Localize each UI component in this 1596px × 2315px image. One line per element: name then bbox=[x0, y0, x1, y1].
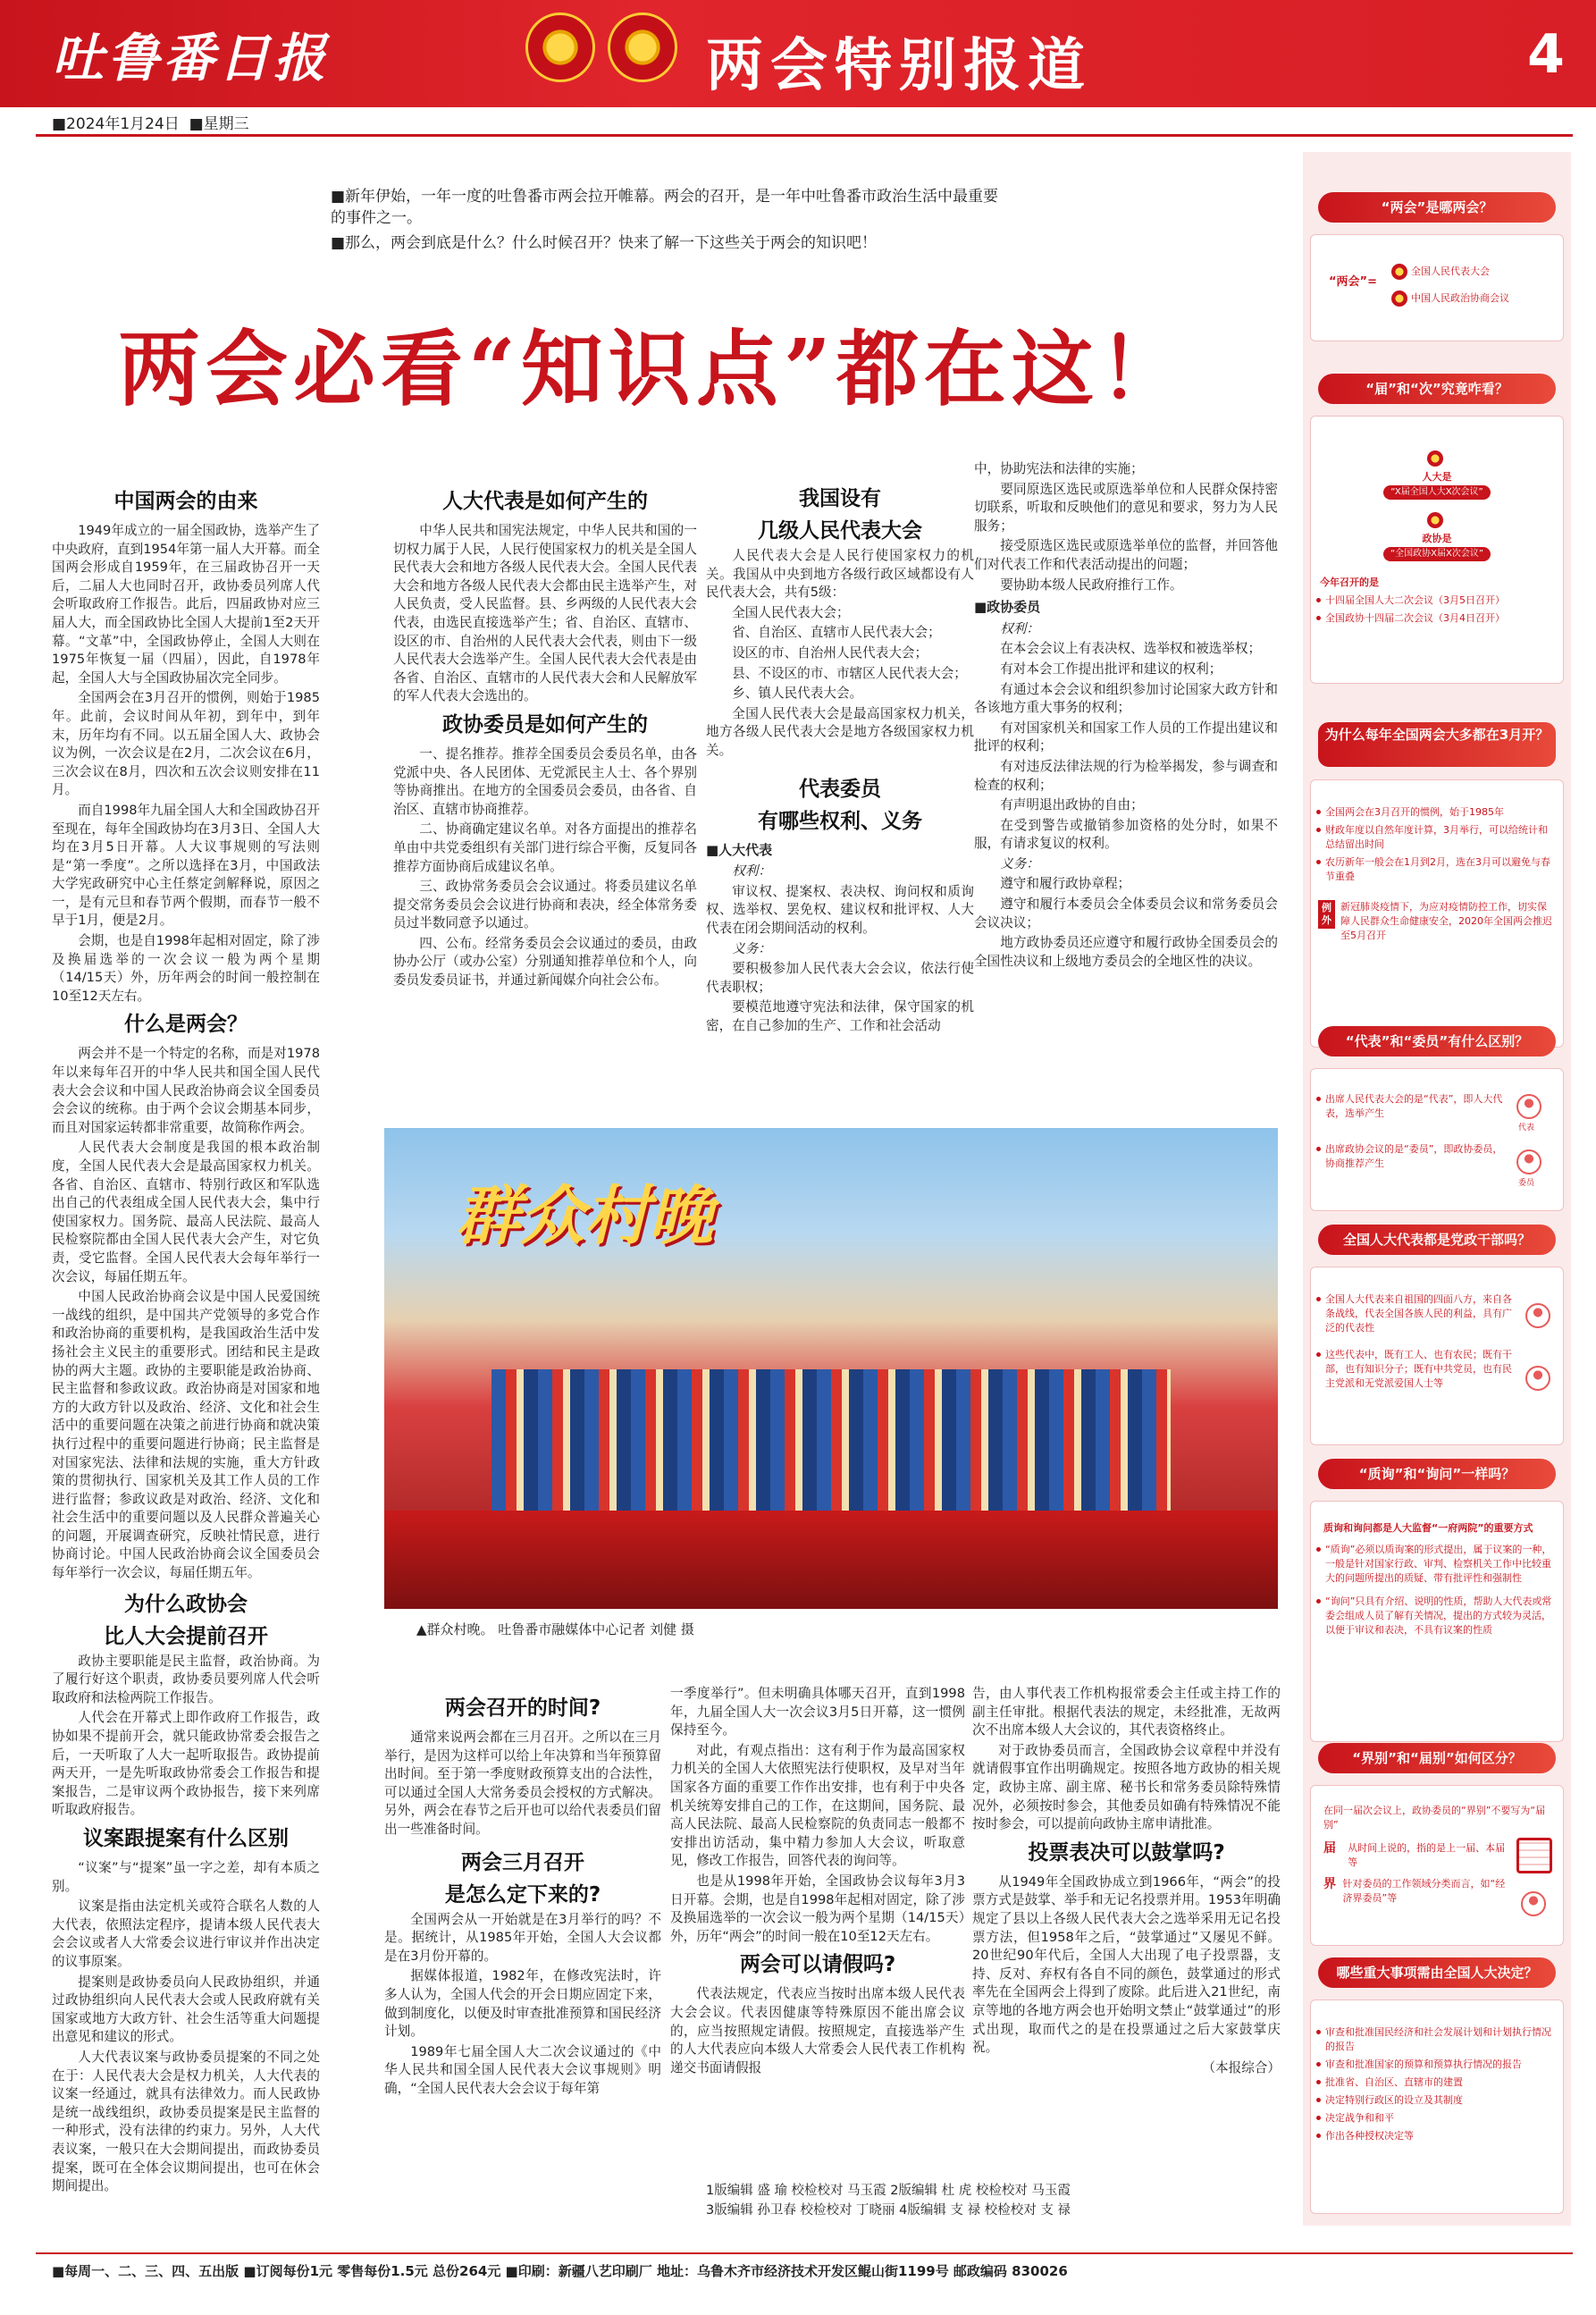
paragraph: 在受到警告或撤销参加资格的处分时，如果不服，有请求复议的权利。 bbox=[974, 817, 1278, 852]
paragraph: 1989年七届全国人大二次会议通过的《中华人民共和国全国人民代表大会议事规则》明确，“全国人民代表大会会议于每年第 bbox=[384, 2043, 661, 2096]
paragraph: 遵守和履行政协章程； bbox=[1000, 876, 1131, 892]
sidebar-title: “代表”和“委员”有什么区别？ bbox=[1318, 1026, 1556, 1056]
photo-banner-text: 群众村晚 bbox=[456, 1177, 714, 1253]
paragraph: 乡、镇人民代表大会。 bbox=[732, 686, 863, 702]
paragraph: 要模范地遵守宪法和法律，保守国家的机密，在自己参加的生产、工作和社会活动 bbox=[706, 999, 974, 1033]
inquiry-item: “质询”必须以质询案的形式提出，属于议案的一种，一般是针对国家行政、审判、检察机关工作中比较重大的问题所提出的质疑、带有批评性和强制性 bbox=[1325, 1543, 1556, 1586]
article-column-3 bbox=[706, 483, 974, 1037]
session-item bbox=[1391, 290, 1509, 307]
decision-item: 作出各种授权决定等 bbox=[1325, 2129, 1556, 2143]
cppcc-label-text: 政协是 bbox=[1422, 533, 1452, 544]
paragraph: 也是从1998年开始，全国政协会议每年3月3日开幕。会期，也是自1998年起相对固定，除了涉及换届选举的一次会议一般为两个星期（14/15天）外，历年“两会”的时间一般在10至12天左右。 bbox=[670, 1873, 965, 1944]
paragraph: 县、不设区的市、市辖区人民代表大会； bbox=[732, 665, 967, 681]
sidebar-box bbox=[1310, 779, 1564, 1048]
paragraph: 全国两会从一开始就是在3月举行的吗？不是。据统计，从1985年开始，全国人大会议都是在3月份开幕的。 bbox=[384, 1911, 661, 1964]
sidebar-title: “两会”是哪两会？ bbox=[1318, 192, 1556, 223]
paragraph: 人民代表大会是人民行使国家权力的机关。我国从中央到地方各级行政区域都设有人民代表大会，共有5级： bbox=[706, 548, 974, 601]
paragraph: 有对国家机关和国家工作人员的工作提出建议和批评的权利； bbox=[974, 720, 1278, 754]
label: 义务： bbox=[732, 940, 771, 956]
article-column-4 bbox=[974, 460, 1278, 972]
paragraph: 三、政协常务委员会会议通过。将委员建议名单提交常务委员会会议进行协商和表决，经全体常务委员过半数同意予以通过。 bbox=[393, 879, 697, 931]
section-title: 两会特别报道 bbox=[706, 33, 1092, 99]
inquiry-item: “询问”只具有介绍、说明的性质，帮助人大代表或常委会组成人员了解有关情况，提出的方式较为灵活，以便于审议和表决，不具有议案的性质 bbox=[1325, 1595, 1556, 1637]
delegate-tag: 代表 bbox=[1518, 1124, 1535, 1132]
paragraph: 对于政协委员而言，全国政协会议章程中并没有就请假事宜作出明确规定。按照各地方政协的相关规定，政协主席、副主席、秘书长和常务委员除特殊情况外，必须按时参会，其他委员如确有特殊情况不能按时参会，可以提前向政协主席申请批准。 bbox=[972, 1742, 1281, 1832]
paragraph: 中国人民政治协商会议是中国人民爱国统一战线的组织，是中国共产党领导的多党合作和政治协商的重要机构，是我国政治生活中发扬社会主义民主的重要形式。团结和民主是政协的两大主题。政协的主要职能是政治协商、民主监督和参政议政。政治协商是对国家和地方的大政方针以及政治、经济、文化和社会生活中的重要问题在决策之前进行协商和就决策执行过程中的重要问题进行协商；民主监督是对国家宪法、法律和法规的实施，重大方针政策的贯彻执行、国家机关及其工作人员的工作进行监督；参政议政是对政治、经济、文化和社会生活中的重要问题以及人民群众普遍关心的问题，开展调查研究，反映社情民意，进行协商讨论。中国人民政治协商会议全国委员会每年举行一次会议，每届任期五年。 bbox=[52, 1289, 320, 1581]
sidebar-box bbox=[1310, 1501, 1564, 1742]
section-heading: 两会三月召开 bbox=[461, 1850, 584, 1874]
npc-format-pill: “X届全国人大X次会议” bbox=[1383, 485, 1490, 500]
sidebar-box bbox=[1310, 234, 1564, 341]
paragraph: 而自1998年九届全国人大和全国政协召开至现在，每年全国政协均在3月3日、全国人大均在3月5日开幕。人大议事规则的写法则是“第一季度”。之所以选择在3月，中国政法大学宪政研究中心主任蔡定剑解释说，原因之一，是有元旦和春节两个假期，而春节一般不早于1月，便是2月。 bbox=[52, 802, 320, 929]
emblem-icon bbox=[1391, 264, 1407, 280]
paragraph: 有声明退出政协的自由； bbox=[1000, 797, 1144, 813]
paragraph: 有对违反法律法规的行为检举揭发，参与调查和检查的权利； bbox=[974, 758, 1278, 793]
photo-caption: ▲群众村晚。 吐鲁番市融媒体中心记者 刘健 摄 bbox=[416, 1621, 694, 1637]
publication-footer: ■每周一、二、三、四、五出版 ■订阅每份1元 零售每份1.5元 总份264元 ■印刷：新疆八艺印刷厂 地址：乌鲁木齐市经济技术开发区鲲山街1199号 邮政编码 830026 bbox=[52, 2263, 1068, 2279]
fact-item: 这些代表中，既有工人、也有农民；既有干部，也有知识分子；既有中共党员，也有民主党派和无党派爱国人士等 bbox=[1325, 1348, 1518, 1391]
emblem-icon bbox=[1427, 450, 1443, 467]
header-rule bbox=[36, 134, 1573, 137]
section-heading: 有哪些权利、义务 bbox=[758, 809, 922, 833]
subheading: ■人大代表 bbox=[706, 841, 773, 858]
session-date: 十四届全国人大二次会议（3月5日召开） bbox=[1325, 593, 1556, 608]
paragraph: 人代会在开幕式上即作政府工作报告，政协如果不提前开会，就只能政协常委会报告之后，一天听取了人大一起听取报告。政协提前两天开，一是先听取政协常委会工作报告和提案报告，二是审议两个政协报告，接下来列席听取政府报告。 bbox=[52, 1710, 320, 1818]
section-heading: 几级人民代表大会 bbox=[758, 519, 922, 543]
section-heading: 什么是两会？ bbox=[124, 1013, 248, 1037]
issue-weekday: ■星期三 bbox=[189, 115, 249, 133]
paragraph: 人大代表议案与政协委员提案的不同之处在于：人民代表大会是权力机关，人大代表的议案一经通过，就具有法律效力。而人民政协是统一战线组织，政协委员提案是民主监督的一种形式，没有法律的约束力。另外，人大代表议案，一般只在大会期间提出，而政协委员提案，既可在全体会议期间提出，也可在休会期间提出。 bbox=[52, 2049, 320, 2194]
paragraph: 1949年成立的一届全国政协，选举产生了中央政府，直到1954年第一届人大开幕。而全国两会形成自1959年，在三届政协召开一天后，二届人大也同时召开，政协委员列席人代会听取政府工作报告。此后，四届政协对应三届人大，而全国政协比全国人大提前1至2天开幕。“文革”中，全国政协停止，全国人大则在1975年恢复一届（四届），因此，自1978年起，全国人大与全国政协届次完全同步。 bbox=[52, 523, 320, 686]
sidebar-title: 全国人大代表都是党政干部吗？ bbox=[1318, 1225, 1556, 1255]
session-name: 中国人民政治协商会议 bbox=[1411, 292, 1509, 304]
section-heading: 是怎么定下来的? bbox=[444, 1882, 601, 1907]
article-column-5 bbox=[384, 1689, 661, 2100]
decision-item: 批准省、自治区、直辖市的建置 bbox=[1325, 2075, 1556, 2090]
section-heading: 议案跟提案有什么区别 bbox=[83, 1827, 289, 1850]
term-definition: 从时间上说的，指的是上一届、本届等 bbox=[1348, 1842, 1506, 1868]
paragraph: 两会并不是一个特定的名称，而是对1978年以来每年召开的中华人民共和国全国人民代表大会会议和中国人民政治协商会议全国委员会会议的统称。由于两个会议会期基本同步，而且对国家运转都非常重要，故简称作两会。 bbox=[52, 1046, 320, 1135]
credit-line: 1版编辑 盛 瑜 校检校对 马玉霞 2版编辑 杜 虎 校检校对 马玉霞 bbox=[706, 2184, 1071, 2198]
sidebar-title: 哪些重大事项需由全国人大决定？ bbox=[1318, 1957, 1556, 1988]
subheading: ■政协委员 bbox=[974, 599, 1041, 616]
npc-label bbox=[1311, 450, 1563, 467]
reason-item: 财政年度以自然年度计算，3月举行，可以给统计和总结留出时间 bbox=[1325, 823, 1556, 852]
delegate-person-icon bbox=[1516, 1094, 1541, 1119]
sidebar-title: “界别”和“届别”如何区分？ bbox=[1318, 1743, 1556, 1773]
label: 权利： bbox=[732, 863, 771, 880]
sidebar-box bbox=[1310, 416, 1564, 684]
section-heading: 中国两会的由来 bbox=[113, 490, 258, 513]
paragraph: 会期，也是自1998年起相对固定，除了涉及换届选举的一次会议一般为两个星期（14/15天）外，历年两会的时间一般控制在10至12天左右。 bbox=[52, 933, 320, 1004]
decision-item: 决定战争和和平 bbox=[1325, 2111, 1556, 2126]
section-heading: 投票表决可以鼓掌吗? bbox=[1028, 1840, 1225, 1865]
newspaper-logo: 吐鲁番日报 bbox=[52, 28, 330, 88]
section-heading: 两会召开的时间? bbox=[444, 1696, 601, 1720]
this-year-label: 今年召开的是 bbox=[1320, 577, 1379, 588]
intro-line: ■那么，两会到底是什么？什么时候召开？快来了解一下这些关于两会的知识吧！ bbox=[331, 234, 878, 252]
intro-line: ■新年伊始，一年一度的吐鲁番市两会拉开帷幕。两会的召开，是一年中吐鲁番市政治生活中最重要的事件之一。 bbox=[331, 188, 999, 227]
cppcc-emblem-icon bbox=[608, 13, 677, 82]
paragraph: 提案则是政协委员向人民政协组织，并通过政协组织向人民代表大会或人民政府就有关国家或地方大政方针、社会生活等重大问题提出意见和建议的形式。 bbox=[52, 1974, 320, 2045]
national-emblem-icon bbox=[525, 13, 595, 82]
cppcc-label bbox=[1311, 512, 1563, 528]
exception-text: 新冠肺炎疫情下，为应对疫情防控工作，切实保障人民群众生命健康安全，2020年全国两会推迟至5月召开 bbox=[1340, 901, 1552, 941]
group-icon bbox=[1521, 1891, 1546, 1916]
paragraph: 全国两会在3月召开的惯例，则始于1985年。此前，会议时间从年初，到年中，到年末，历年均有不同。以五届全国人大、政协会议为例，一次会议是在2月，二次会议在6月，三次会议在8月，四次和五次会议则安排在11月。 bbox=[52, 690, 320, 798]
paragraph: 议案是指由法定机关或符合联名人数的人大代表，依照法定程序，提请本级人民代表大会会议或者人大常委会议进行审议并作出决定的议事原案。 bbox=[52, 1898, 320, 1969]
page-number: 4 bbox=[1527, 23, 1565, 86]
member-person-icon bbox=[1516, 1149, 1541, 1174]
sidebar-title: “质询”和“询问”一样吗？ bbox=[1318, 1459, 1556, 1489]
intro-lead bbox=[331, 186, 1010, 257]
decision-item: 审查和批准国家的预算和预算执行情况的报告 bbox=[1325, 2058, 1556, 2072]
paragraph: 从1949年全国政协成立到1966年，“两会”的投票方式是鼓掌、举手和无记名投票并用。1953年明确规定了县以上各级人民代表大会之选举采用无记名投票方法，但1958年之后，“鼓掌通过”又屡见不鲜。20世纪90年代后，全国人大出现了电子投票器，支持、反对、弃权有各自不同的颜色，鼓掌通过的形式率先在全国两会上得到了废除。此后进入21世纪，南京等地的各地方两会也开始明文禁止“鼓掌通过”的形式出现，取而代之的是在投票通过之后大家鼓掌庆祝。 bbox=[972, 1873, 1281, 2056]
fact-item: 全国人大代表来自祖国的四面八方，来自各条战线，代表全国各族人民的利益，具有广泛的代表性 bbox=[1325, 1292, 1518, 1335]
photo-stage bbox=[384, 1511, 1278, 1609]
label: 权利： bbox=[1000, 620, 1039, 636]
sidebar-box bbox=[1310, 1999, 1564, 2214]
paragraph: 一、提名推荐。推荐全国委员会委员名单，由各党派中央、各人民团体、无党派民主人士、各个界别等协商推出。在地方的全国委员会委员，由各省、自治区、直辖市协商推荐。 bbox=[393, 745, 697, 817]
paragraph: 中，协助宪法和法律的实施； bbox=[974, 461, 1144, 476]
exception-tag: 例外 bbox=[1318, 900, 1335, 929]
article-column-2 bbox=[393, 483, 697, 992]
npc-label-text: 人大是 bbox=[1422, 471, 1452, 483]
paragraph: 全国人民代表大会； bbox=[732, 604, 850, 620]
term-label: 届 bbox=[1323, 1841, 1336, 1856]
cppcc-format-pill: “全国政协X届X次会议” bbox=[1383, 547, 1491, 561]
reason-item: 农历新年一般会在1月到2月，选在3月可以避免与春节重叠 bbox=[1325, 855, 1556, 884]
session-item bbox=[1391, 264, 1490, 280]
main-headline: 两会必看“知识点”都在这！ bbox=[118, 321, 1187, 417]
paragraph: 地方政协委员还应遵守和履行政协全国委员会的全国性决议和上级地方委员会的全地区性的决议。 bbox=[974, 935, 1278, 969]
paragraph: 通常来说两会都在三月召开。之所以在三月举行，是因为这样可以给上年决算和当年预算留出时间。至于第一季度财政预算支出的合法性，可以通过全国人大常务委员会授权的方式解决。另外，两会在春节之后开也可以给代表委员们留出一些准备时间。 bbox=[384, 1730, 661, 1837]
section-heading: 比人大会提前召开 bbox=[104, 1624, 268, 1648]
sector-definition: 针对委员的工作领域分类而言，如“经济界委员”等 bbox=[1342, 1878, 1506, 1904]
paragraph: 要积极参加人民代表大会会议，依法行使代表职权； bbox=[706, 961, 974, 995]
paragraph: 接受原选区选民或原选举单位的监督，并回答他们对代表工作和代表活动提出的问题； bbox=[974, 538, 1278, 572]
paragraph: 代表法规定，代表应当按时出席本级人民代表大会会议。代表因健康等特殊原因不能出席会议的，应当按照规定请假。按照规定，直接选举产生的人大代表应向本级人大常委会人民代表工作机构递交书面请假报 bbox=[670, 1986, 965, 2075]
session-name: 全国人民代表大会 bbox=[1411, 265, 1490, 277]
paragraph: 省、自治区、直辖市人民代表大会； bbox=[732, 625, 941, 641]
credit-line: 3版编辑 孙卫春 校检校对 丁晓丽 4版编辑 支 禄 校检校对 支 禄 bbox=[706, 2203, 1071, 2218]
sidebar-box bbox=[1310, 1068, 1564, 1211]
article-column-7 bbox=[972, 1685, 1281, 2079]
paragraph: 有通过本会会议和组织参加讨论国家大政方针和各该地方重大事务的权利； bbox=[974, 681, 1278, 716]
editor-credits bbox=[706, 2181, 1278, 2220]
paragraph: 二、协商确定建议名单。对各方面提出的推荐名单由中共党委组织有关部门进行综合平衡，反复同各推荐方面协商后成建议名单。 bbox=[393, 821, 697, 874]
delegate-definition: 出席人民代表大会的是“代表”，即人大代表，选举产生 bbox=[1325, 1092, 1509, 1121]
paragraph: 一季度举行”。但未明确具体哪天召开，直到1998年，九届全国人大一次会议3月5日开幕，这一惯例保持至今。 bbox=[670, 1686, 965, 1738]
paragraph: 全国人民代表大会是最高国家权力机关，地方各级人民代表大会是地方各级国家权力机关。 bbox=[706, 705, 974, 758]
paragraph: 设区的市、自治州人民代表大会； bbox=[732, 644, 928, 661]
cppcc-format bbox=[1311, 546, 1563, 561]
issue-date: ■2024年1月24日 bbox=[52, 115, 180, 133]
member-definition: 出席政协会议的是“委员”，即政协委员，协商推荐产生 bbox=[1325, 1142, 1509, 1171]
reason-item: 全国两会在3月召开的惯例，始于1985年 bbox=[1325, 805, 1556, 820]
section-heading: 人大代表是如何产生的 bbox=[442, 490, 648, 513]
paragraph: 要同原选区选民或原选举单位和人民群众保持密切联系，听取和反映他们的意见和要求，努力为人民服务； bbox=[974, 481, 1278, 534]
section-heading: 为什么政协会 bbox=[124, 1592, 248, 1616]
sidebar-title: 为什么每年全国两会大多都在3月开？ bbox=[1318, 722, 1556, 767]
section-heading: 代表委员 bbox=[799, 777, 881, 801]
paragraph: 在本会会议上有表决权、选举权和被选举权； bbox=[1000, 641, 1262, 657]
paragraph: 要协助本级人民政府推行工作。 bbox=[1000, 577, 1183, 593]
paragraph: 有对本会工作提出批评和建议的权利； bbox=[1000, 661, 1222, 677]
npc-format bbox=[1311, 484, 1563, 500]
paragraph: 告，由人事代表工作机构报常委会主任或主持工作的副主任审批。根据代表法的规定，未经批准，无故两次不出席本级人大会议的，其代表资格终止。 bbox=[972, 1686, 1281, 1738]
article-column-1 bbox=[52, 483, 320, 2198]
two-sessions-label: “两会”= bbox=[1329, 275, 1377, 289]
paragraph: “议案”与“提案”虽一字之差，却有本质之别。 bbox=[52, 1860, 320, 1894]
section-heading: 两会可以请假吗? bbox=[739, 1953, 896, 1977]
sidebar-box bbox=[1310, 1267, 1564, 1445]
paragraph: 中华人民共和国宪法规定，中华人民共和国的一切权力属于人民，人民行使国家权力的机关是全国人民代表大会和地方各级人民代表大会。全国人民代表大会和地方各级人民代表大会都由民主选举产生，对人民负责，受人民监督。县、乡两级的人民代表大会代表，由选民直接选举产生；省、自治区、直辖市、设区的市、自治州的人民代表大会代表，则由下一级人民代表大会选举产生。全国人民代表大会代表是由各省、自治区、直辖市的人民代表大会和人民解放军的军人代表大会选出的。 bbox=[393, 523, 697, 704]
label: 义务： bbox=[1000, 855, 1039, 871]
session-date: 全国政协十四届二次会议（3月4日召开） bbox=[1325, 611, 1556, 626]
paragraph: 审议权、提案权、表决权、询问权和质询权、选举权、罢免权、建议权和批评权、人大代表在闭会期间活动的权利。 bbox=[706, 883, 974, 936]
section-heading: 政协委员是如何产生的 bbox=[442, 712, 648, 737]
paragraph: 据媒体报道，1982年，在修改宪法时，许多人认为，全国人代会的开会日期应固定下来，做到制度化，以便及时审查批准预算和国民经济计划。 bbox=[384, 1968, 661, 2040]
person-icon bbox=[1525, 1366, 1550, 1391]
sector-label: 界 bbox=[1323, 1877, 1336, 1891]
emblem-icon bbox=[1391, 290, 1407, 307]
decision-item: 决定特别行政区的设立及其制度 bbox=[1325, 2093, 1556, 2108]
photo-performers bbox=[491, 1369, 1171, 1521]
inquiry-intro: 质询和询问都是人大监督“一府两院”的重要方式 bbox=[1323, 1522, 1533, 1534]
news-photo bbox=[384, 1128, 1278, 1609]
article-source: （本报综合） bbox=[1202, 2059, 1281, 2075]
member-tag: 委员 bbox=[1518, 1179, 1535, 1188]
emblem-icon bbox=[1427, 512, 1443, 528]
paragraph: 对此，有观点指出：这有利于作为最高国家权力机关的全国人大依照宪法行使职权，及早对当年国家各方面的重要工作作出安排，也有利于中央各机关统筹安排自己的工作，在这期间，国务院、最高人民法院、最高人民检察院的负责同志一般都不安排出访活动，集中精力参加人大会议，听取意见，修改工作报告，回答代表的询问等。 bbox=[670, 1742, 965, 1869]
decision-item: 审查和批准国民经济和社会发展计划和计划执行情况的报告 bbox=[1325, 2025, 1556, 2054]
sidebar-box bbox=[1310, 1785, 1564, 1946]
article-column-6 bbox=[670, 1685, 965, 2079]
sidebar-title: “届”和“次”究竟咋看？ bbox=[1318, 374, 1556, 404]
date-line bbox=[52, 111, 249, 133]
calendar-icon bbox=[1516, 1838, 1552, 1873]
paragraph: 政协主要职能是民主监督，政治协商。为了履行好这个职责，政协委员要列席人代会听取政府和法检两院工作报告。 bbox=[52, 1653, 320, 1705]
paragraph: 人民代表大会制度是我国的根本政治制度，全国人民代表大会是最高国家权力机关。各省、自治区、直辖市、特别行政区和军队选出自己的代表组成全国人民代表大会，集中行使国家权力。国务院、最高人民法院、最高人民检察院都由全国人民代表大会产生，对它负责，受它监督。全国人民代表大会每年举行一次会议，每届任期五年。 bbox=[52, 1140, 320, 1284]
sector-intro: 在同一届次会议上，政协委员的“界别”不要写为“届别” bbox=[1323, 1805, 1546, 1831]
person-icon bbox=[1525, 1303, 1550, 1328]
footer-rule bbox=[36, 2252, 1573, 2254]
paragraph: 四、公布。经常务委员会会议通过的委员，由政协办公厅（或办公室）分别通知推荐单位和个人，向委员发委员证书，并通过新闻媒介向社会公布。 bbox=[393, 935, 697, 989]
exception-note bbox=[1311, 895, 1563, 948]
section-heading: 我国设有 bbox=[799, 487, 881, 510]
paragraph: 遵守和履行本委员会全体委员会议和常务委员会会议决议； bbox=[974, 897, 1278, 930]
